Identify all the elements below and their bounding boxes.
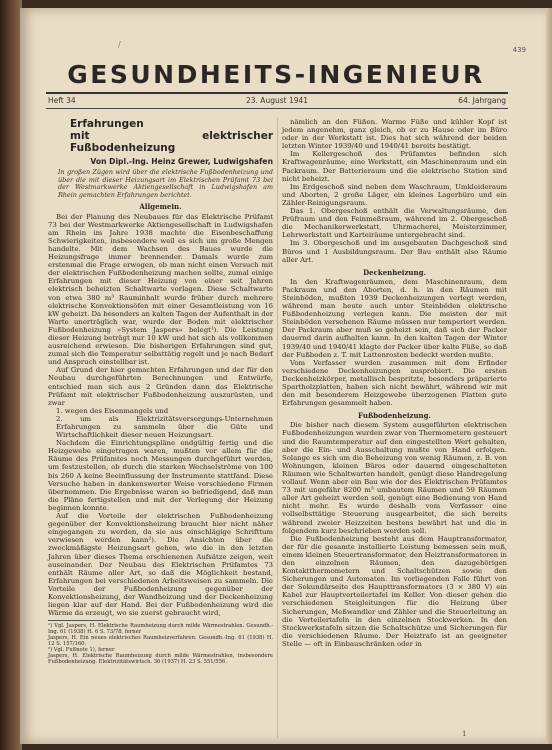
- column-separator: [277, 118, 278, 738]
- bottom-mark: 1: [462, 730, 467, 738]
- paragraph: Im Erdgeschoß sind neben dem Waschraum, Umkleideraum und Aborten, 2 große Läger, ein kleines Lagerbüro und ein Zähler-Reinigungsraum.: [282, 182, 507, 207]
- list-item: 2. um als Elektrizitätsversorgungs-Unternehmen Erfahrungen zu sammeln über die Güte und Wirtschaftlichkeit dieser neuen Heizungsart.: [56, 414, 273, 440]
- journal-page: [20, 8, 548, 744]
- issue-jahrgang: 64. Jahrgang: [458, 96, 506, 105]
- paragraph: Die Fußbodenheizung besteht aus dem Hauptransformator, der für die gesamte installierte Leistung bemessen sein muß, einem kleinen Steuertransformator, den Heiztransformatoren in den einzelnen Räumen, den dazugehörigen Kontaktthermometern und Schaltschützen sowie den Sicherungen und Automaten. Im vorliegenden Falle führt von der Sekundärseite des Haupttransformators (3 × 380 V) ein Kabel zur Hauptverteilertafel im Keller. Von dieser gehen die verschiedenen Steigleitungen für die Heizung über Sicherungen, Meßwandler und Zähler und die Steuerleitung an die Verteilertafeln in den einzelnen Stockwerken. In den Stockwerkstafeln sitzen die Schaltschütze und Sicherungen für die verschiedenen Räume. Der Heiztrafo ist an geeigneter Stelle — oft in Einbauschränken oder in: [282, 534, 507, 648]
- list-item: 1. wegen des Eisenmangels und: [56, 406, 169, 415]
- article-title: [70, 118, 273, 154]
- article-title-line-2: mit elektrischer Fußbodenheizung: [70, 130, 273, 154]
- left-column: [48, 118, 273, 665]
- paragraph: Vom Verfasser wurden zusammen mit dem Erfinder verschiedene Deckenheizungen ausprobiert. Die ersten Deckenheizkörper, metallisch bespritzte, besonders präparierte Spartholzplatten, haben sich nicht bewährt, während wir mit den mit besonderem Heizgewebe überzogenen Platten gute Erfahrungen gesammelt haben.: [282, 358, 507, 408]
- article-abstract: In großen Zügen wird über die elektrische Fußbodenheizung und über die mit dieser Heizungsart im Elektrischen Prüfamt 73 bei der Westmarkwerke Aktiengesellschaft in Ludwigshafen am Rhein gemachten Erfahrungen berichtet.: [58, 168, 273, 199]
- footnotes: [48, 623, 273, 665]
- footnote: Jaspers, H. Elektrische Raumheizung durch milde Wärmestrahlen, insbesondere Fußbodenheizung. Elektrizitätswirtsch. 36 (1937) H. 23 S. 551/556.: [48, 653, 273, 666]
- paragraph: Im 3. Obergeschoß und im ausgebauten Dachgeschoß sind Büros und 1 Ausbildungsraum. Der Bau enthält also Räume aller Art.: [282, 239, 507, 264]
- paragraph: Bei der Planung des Neubaues für das Elektrische Prüfamt 73 bei der Westmarkwerke Aktiengesellschaft in Ludwigshafen am Rhein im Jahre 1938 machte die Eisenbeschaffung Schwierigkeiten, insbesondere weil es sich um große Mengen handelte. Mit dem Wachsen des Baues wurde die Heizungsfrage immer brennender. Damals wurde zum erstenmal die Frage erwogen, ob man nicht einen Versuch mit der elektrischen Fußbodenheizung machen sollte, zumal einige Erfahrungen mit dieser Heizung von einer seit Jahren elektrisch beheizten Schaltwarte vorlagen. Diese Schaltwarte von etwa 380 m³ Rauminhalt wurde früher durch mehrere elektrische Konvektionsöfen mit einer Gesamtleistung von 16 kW geheizt. Da besonders an kalten Tagen der Aufenthalt in der Warte unerträglich war, wurde der Boden mit elektrischer Fußbodenheizung »System Jaspers« belegt¹). Die Leistung dieser Heizung beträgt nur 10 kW und hat sich als vollkommen ausreichend erwiesen. Die bisherigen Erfahrungen sind gut, zumal sich die Temperatur selbsttätig regelt und je nach Bedarf und Anspruch einstellbar ist.: [48, 212, 273, 367]
- issue-date: 23. August 1941: [246, 96, 309, 105]
- issue-heft: Heft 34: [48, 96, 76, 105]
- paragraph: Die bisher nach diesem System ausgeführten elektrischen Fußbodenheizungen wurden zwar von Thermometern gesteuert und die Raumtemperatur auf den eingestellten Wert gehalten, aber die Ein- und Ausschaltung mußte von Hand erfolgen. Solange es sich um die Beheizung von wenig Räumen, z. B. von Wohnungen, kleinen Büros oder dauernd eingeschalteten Räumen wie Schaltwarten handelt, genügt diese Handregelung vollauf. Wenn aber ein Bau wie der des Elektrischen Prüfamtes 73 mit ungefähr 8200 m³ umbautem Räumen und 59 Räumen aller Art geheizt werden soll, genügt eine Bedienung von Hand nicht mehr. Es wurde deshalb vom Verfasser eine vollselbsttätige Steuerung ausgearbeitet, die sich bereits während zweier Heizzeiten bestens bewährt hat und die in folgendem kurz beschrieben werden soll.: [282, 421, 507, 535]
- issue-bar: [46, 95, 508, 107]
- right-column: [282, 118, 507, 648]
- paragraph: Auf die Vorteile der elektrischen Fußbodenheizung gegenüber der Konvektionsheizung braucht hier nicht näher eingegangen zu werden, da sie aus einschlägige Schrifttum verwiesen werden kann²). Die Ansichten über die zweckmäßigste Heizungsart gehen, wie die in den letzten Jahren über dieses Thema erschienenen Aufsätze zeigen, weit auseinander. Der Neubau des Elektrischen Prüfamtes 73 enthält Räume aller Art, so daß die Möglichkeit bestand, Erfahrungen bei verschiedenen Arbeitsweisen zu sammeln. Die Vorteile der Fußbodenheizung gegenüber der Konvektionsheizung, der Wandheizung und der Deckenheizung liegen klar auf der Hand. Bei der Fußbodenheizung wird die Wärme da erzeugt, wo sie zuerst gebraucht wird,: [48, 512, 273, 618]
- footnote: ²) Vgl. Fußnote 1), ferner: [48, 647, 115, 654]
- masthead-title: GESUNDHEITS-INGENIEUR: [67, 60, 485, 89]
- page-number: 439: [512, 46, 526, 54]
- page-edge: [546, 8, 552, 744]
- footnote: ¹) Vgl. Jaspers, H. Elektrische Raumheizung durch milde Wärmestrahlen. Gesundh.-Ing. 61 (1938) H. 6 S. 73/78, ferner: [48, 623, 273, 636]
- paragraph: Nachdem die Einrichtungspläne endgültig fertig und die Heizgewebe eingetragen waren, mußten vor allem für die Räume des Prüfamtes noch Messungen durchgeführt werden, um festzustellen, ob durch die starken Wechselströme von 100 bis 260 A keine Beeinflussung der Instrumente stattfand. Diese Versuche haben in dankenswerter Weise verschiedene Firmen übernommen. Die Ergebnisse waren so befriedigend, daß man die Pläne fertigstellen und mit der Verlegung der Heizung beginnen konnte.: [48, 439, 273, 512]
- masthead-rule: [46, 92, 508, 94]
- issue-rule: [46, 108, 508, 109]
- footnote: Jaspers, H. Ein neues elektrisches Raumheizverfahren. Gesundh.-Ing. 61 (1938) H. 12 S. 157/160.: [48, 635, 273, 648]
- article-author: Von Dipl.-Ing. Heinz Grewer, Ludwigshafen: [90, 157, 273, 166]
- section-heading-fussbodenheizung: Fußbodenheizung.: [358, 411, 431, 421]
- paragraph: Im Kellergeschoß des Prüfamtes befinden sich Kraftwagenräume, eine Werkstatt, ein Maschinenraum und ein Packraum. Der Batterieraum und die elektrische Station sind nicht beheizt.: [282, 150, 507, 183]
- paragraph: Das 1. Obergeschoß enthält die Verwaltungsräume, den Prüfraum und den Feinmeßraum, während im 2. Obergeschoß die Mechanikerwerkstatt, Uhrmacherei, Meisterzimmer, Lehrwerkstatt und Karteiräume untergebracht sind.: [282, 207, 507, 240]
- book-spine: [0, 0, 22, 750]
- section-heading-allgemein: Allgemein.: [139, 202, 182, 212]
- pencil-mark: /: [118, 40, 121, 49]
- paragraph: Auf Grund der hier gemachten Erfahrungen und der für den Neubau durchgeführten Berechnungen und Entwürfe, entschied man sich aus 2 Gründen dann das Elektrische Prüfamt mit elektrischer Fußbodenheizung auszurüsten, und zwar: [48, 366, 273, 407]
- paragraph: In den Kraftwagenräumen, dem Maschinenraum, dem Packraum und den Aborten, d. h. in den Räumen mit Steinböden, mußten 1939 Deckenheizungen verlegt werden, während man heute auch unter Steinböden elektrische Fußbodenheizung verlegen kann. Die meisten der mit Steinböden versehenen Räume müssen nur temperiert werden. Der Packraum aber muß so geheizt sein, daß sich der Packer dauernd darin aufhalten kann. In den kalten Tagen der Winter 1939/40 und 1940/41 klagte der Packer über kalte Füße, so daß der Fußboden z. T. mit Lattenrosten bedeckt werden mußte.: [282, 277, 507, 359]
- paragraph: nämlich an den Füßen. Warme Füße und kühler Kopf ist jedem angenehm, ganz gleich, ob er zu Hause oder im Büro oder in der Werkstatt ist. Dies hat sich während der beiden letzten Winter 1939/40 und 1940/41 bereits bestätigt.: [282, 118, 507, 151]
- reason-list: [56, 407, 273, 439]
- footnote-rule: [48, 620, 108, 621]
- article-title-line-1: Erfahrungen: [70, 118, 144, 130]
- section-heading-deckenheizung: Deckenheizung.: [363, 267, 426, 277]
